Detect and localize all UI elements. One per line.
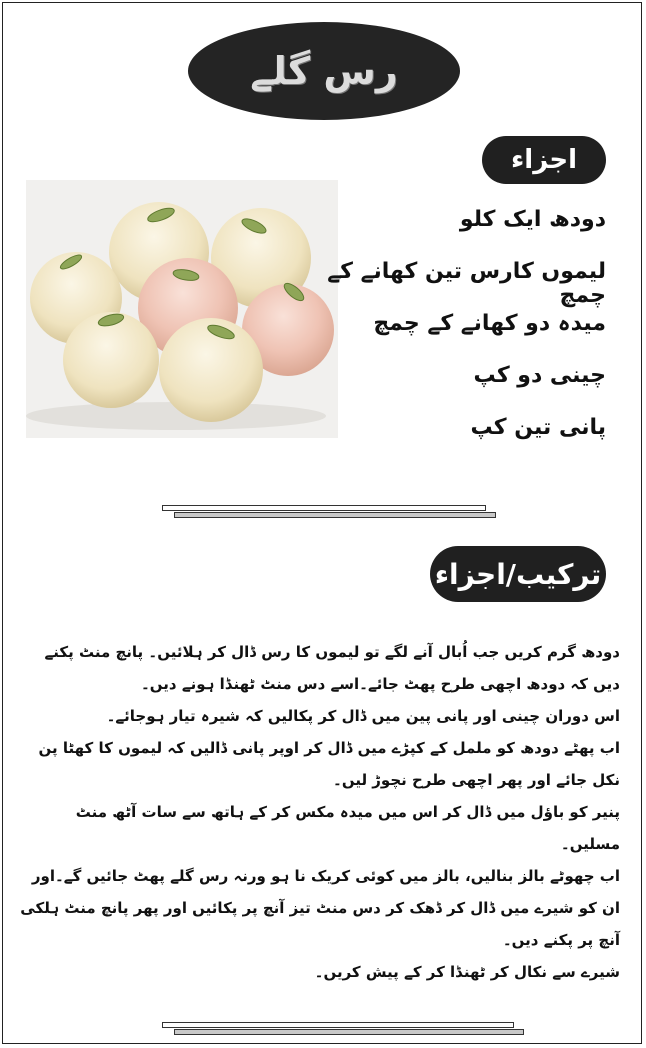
ingredient-item: دودھ ایک کلو [459,207,606,232]
divider [162,1022,514,1028]
divider-shadow [174,512,496,518]
method-step: اس دوران چینی اور پانی پین میں ڈال کر پکالیں کہ شیرہ تیار ہوجائے۔ [106,707,620,725]
method-step: دودھ گرم کریں جب اُبال آنے لگے تو لیموں کا رس ڈال کر ہلائیں۔ پانچ منٹ پکنے دیں کہ دودھ اچھی طرح پھٹ جائے۔اسے دس منٹ ٹھنڈا ہونے دیں۔ [44,643,620,693]
divider [162,505,486,511]
method-step: شیرے سے نکال کر ٹھنڈا کر کے پیش کریں۔ [314,963,620,981]
method-steps [20,636,620,988]
ingredient-item: لیموں کارس تین کھانے کے چمچ [327,259,606,308]
ingredient-item: میدہ دو کھانے کے چمچ [373,311,606,336]
method-step: اب پھٹے دودھ کو ململ کے کپڑے میں ڈال کر اوپر پانی ڈالیں کہ لیموں کا کھٹا پن نکل جائے اور پھر اچھی طرح نچوڑ لیں۔ [38,739,620,789]
page-title: رس گلے [250,49,398,93]
method-step: اب چھوٹے بالز بنالیں، بالز میں کوئی کریک نا ہو ورنہ رس گلے پھٹ جائیں گے۔اور ان کو شیرے میں ڈال کر ڈھک کر دس منٹ تیز آنچ پر پکائیں اور پھر پانچ منٹ ہلکی آنچ پر پکنے دیں۔ [20,867,620,949]
divider-shadow [174,1029,524,1035]
ingredient-item: چینی دو کپ [473,363,606,388]
method-heading: ترکیب/اجزاء [430,546,606,602]
ingredients-list [306,208,606,468]
title-banner [188,22,460,120]
rasgulla-photo [26,180,338,438]
method-step: پنیر کو باؤل میں ڈال کر اس میں میدہ مکس کر کے ہاتھ سے سات آٹھ منٹ مسلیں۔ [75,803,620,853]
ingredients-heading: اجزاء [482,136,606,184]
ingredient-item: پانی تین کپ [470,415,606,440]
